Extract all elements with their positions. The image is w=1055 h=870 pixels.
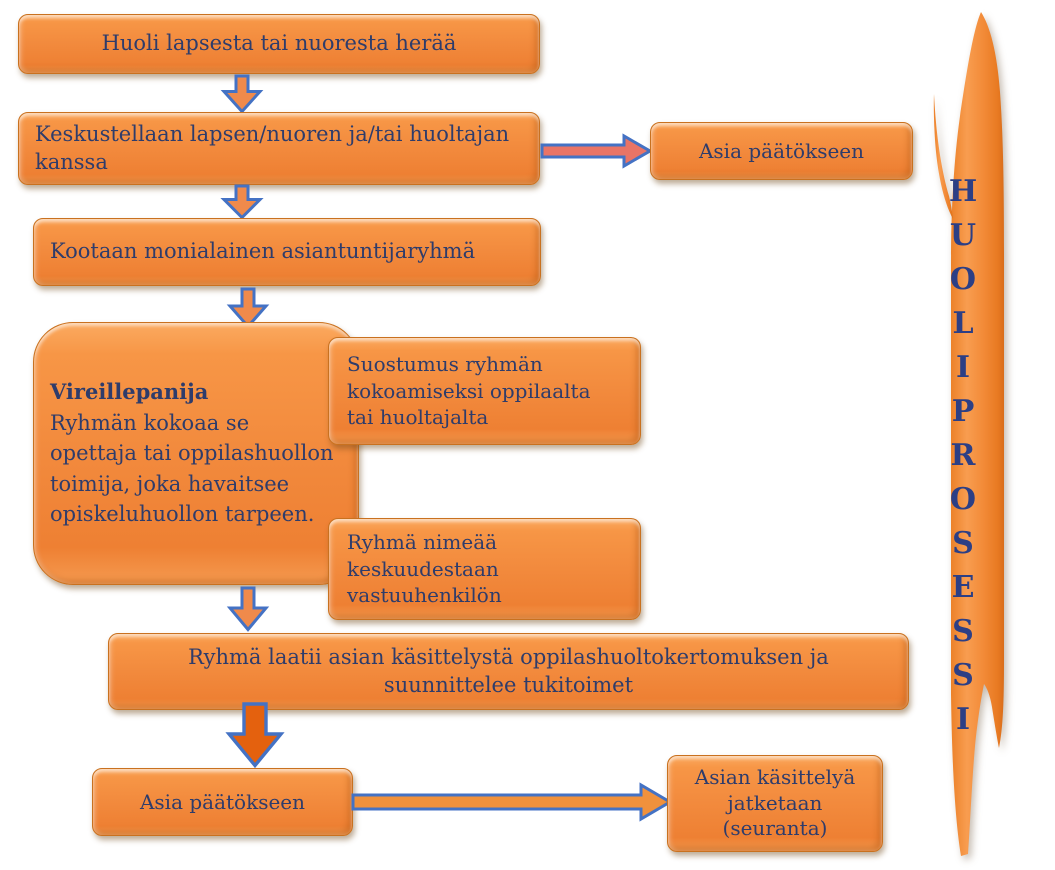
arrow-down-icon: [220, 74, 264, 114]
flow-box-record-and-plan: [108, 633, 909, 710]
arrow-right-long-icon: [351, 782, 673, 822]
arrow-down-icon: [220, 184, 264, 220]
flow-box-assemble-expert-group-label: Kootaan monialainen asiantuntijaryhmä: [50, 239, 476, 264]
flow-box-continue-follow-up: [667, 755, 883, 852]
banner-title: HUOLIPROSESSI: [945, 174, 981, 746]
flow-box-decision-bottom-label: Asia päätökseen: [139, 789, 306, 814]
flow-box-consent-label: Suostumus ryhmän kokoamiseksi oppilaalta tai huoltajalta: [347, 352, 591, 430]
flow-box-decision-top-label: Asia päätökseen: [698, 138, 865, 163]
flow-box-decision-bottom: [92, 768, 353, 836]
flow-box-decision-top: [650, 122, 913, 180]
flow-box-consent: [328, 337, 641, 445]
flow-box-continue-line1: Asian käsittelyä: [694, 765, 856, 790]
flow-box-concern-arises: [18, 14, 540, 74]
huoliprosessi-banner: [925, 4, 1020, 866]
flow-box-record-line1: Ryhmä laatii asian käsittelystä oppilashuoltokertomuksen ja: [188, 644, 829, 669]
flow-box-continue-line2: jatketaan: [727, 790, 823, 815]
flow-box-concern-arises-label: Huoli lapsesta tai nuoresta herää: [101, 31, 457, 56]
flow-box-discuss-with-guardian: [18, 112, 540, 185]
arrow-down-icon: [226, 586, 270, 632]
flow-box-responsible-person-label: Ryhmä nimeää keskuudestaan vastuuhenkilön: [347, 530, 502, 608]
arrow-down-thick-icon: [225, 702, 285, 769]
flow-box-assemble-expert-group: [33, 218, 541, 286]
flow-box-record-line2: suunnittelee tukitoimet: [383, 672, 634, 697]
banner-text-container: [939, 174, 987, 746]
flow-box-initiator: [33, 322, 359, 585]
flow-box-initiator-title: Vireillepanija: [50, 379, 209, 405]
flow-box-initiator-body: Ryhmän kokoaa se opettaja tai oppilashuollon toimija, joka havaitsee opiskeluhuollon tarpeen.: [50, 410, 334, 527]
flow-box-responsible-person: [328, 518, 641, 620]
arrow-right-icon: [540, 133, 653, 169]
flow-box-continue-line3: (seuranta): [722, 816, 828, 841]
flow-box-discuss-with-guardian-label: Keskustellaan lapsen/nuoren ja/tai huoltajan kanssa: [35, 121, 510, 174]
